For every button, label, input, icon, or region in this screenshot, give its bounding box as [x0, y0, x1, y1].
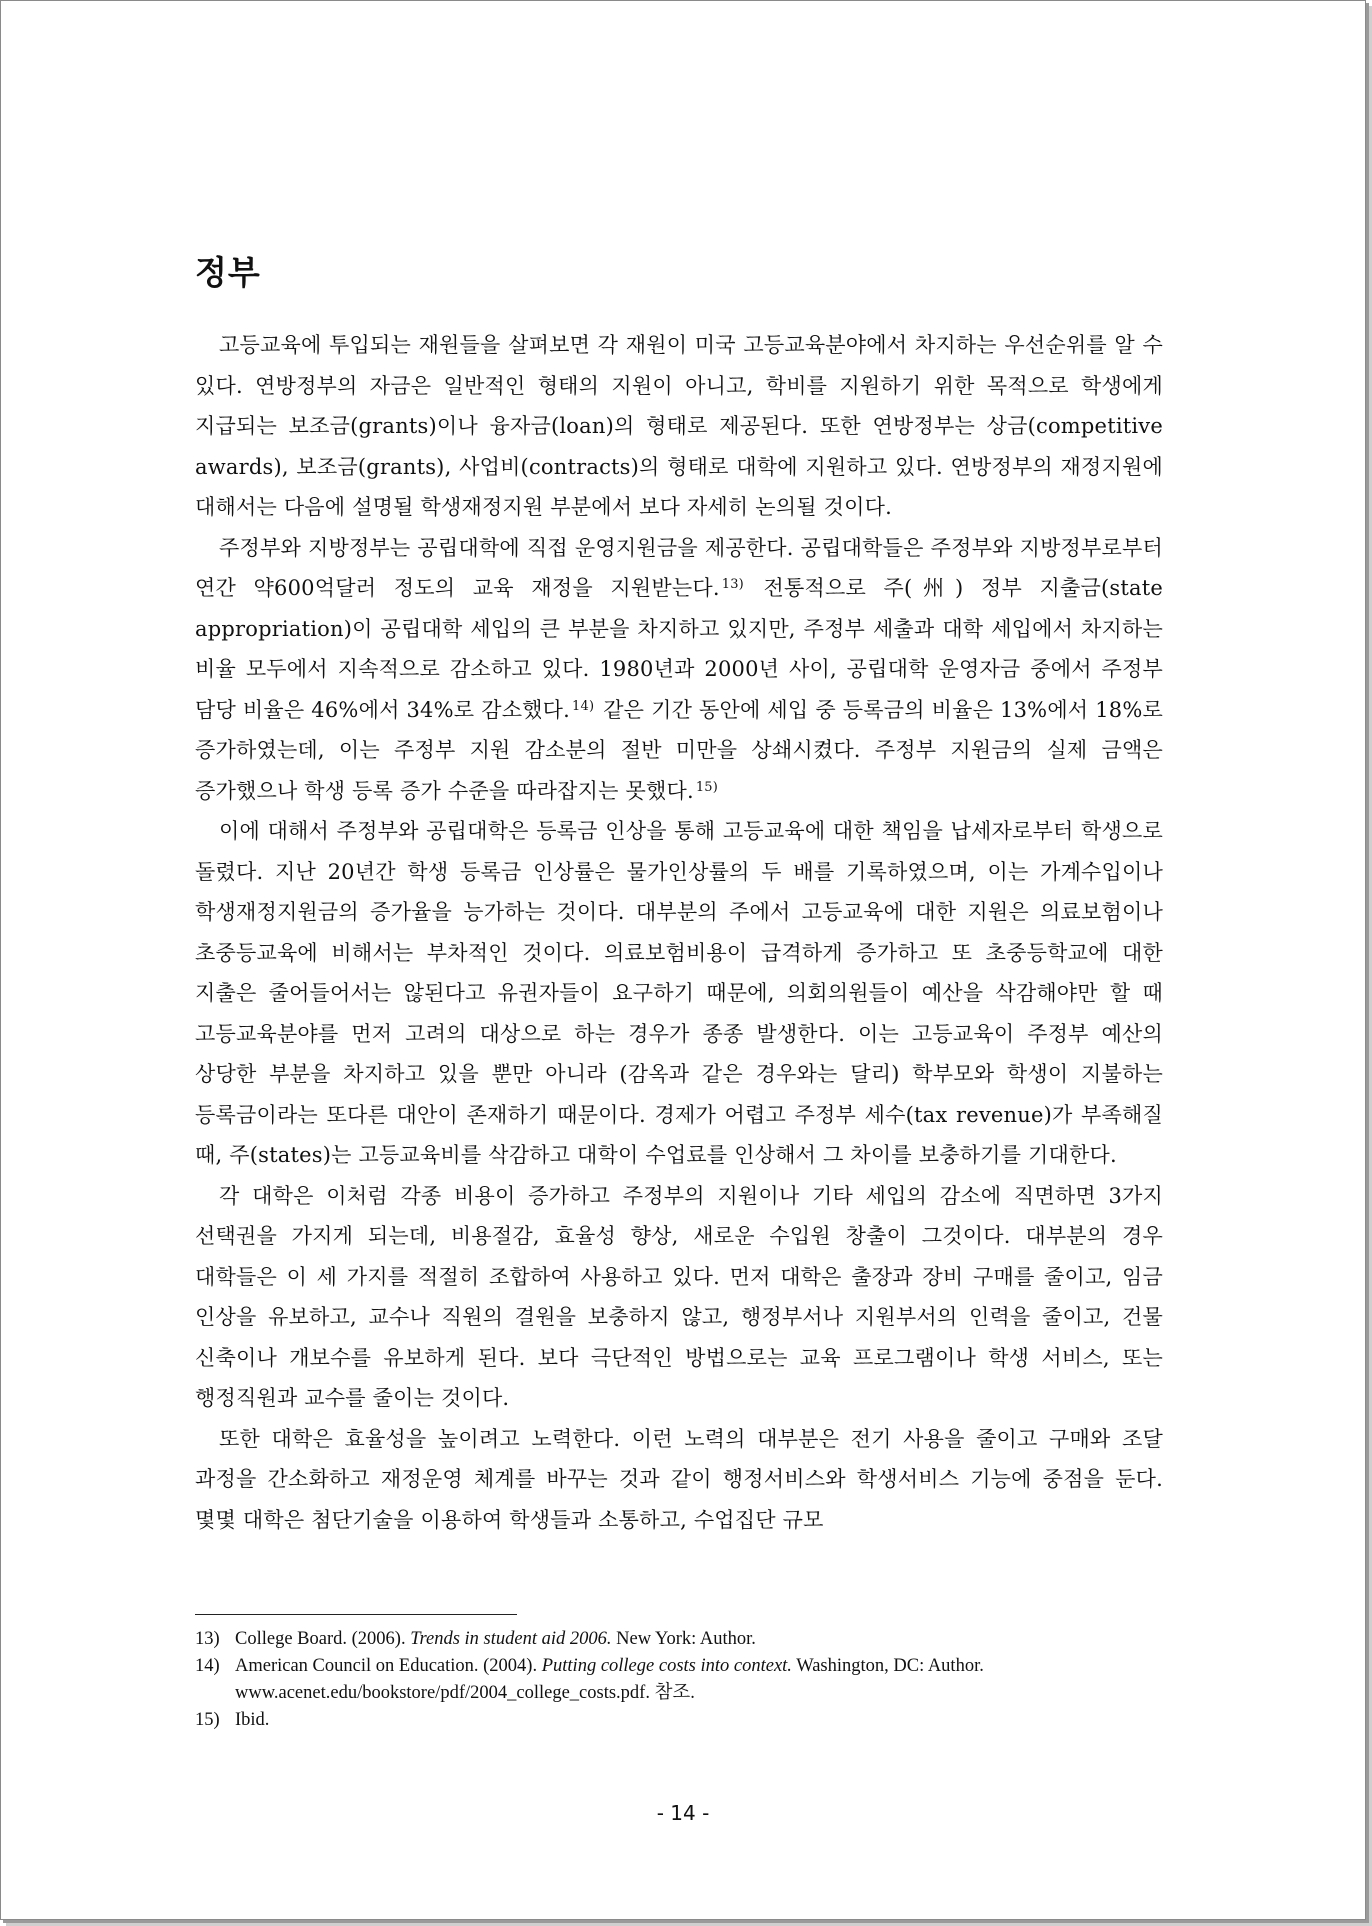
page-number: - 14 -: [656, 1801, 710, 1825]
paragraph-5: [195, 1419, 1163, 1541]
footnote-ref-14[interactable]: 14): [572, 698, 595, 714]
footnote-citation: College Board. (2006).: [235, 1629, 411, 1649]
footnote-publisher: New York: Author.: [611, 1629, 756, 1649]
body-text: [195, 325, 1163, 1540]
paragraph-4: [195, 1176, 1163, 1419]
footnote-13: [195, 1626, 1163, 1653]
paragraph-text: 주정부와 지방정부는 공립대학에 직접 운영지원금을 제공한다. 공립대학들은 주정부와 지방정부로부터 연간 약600억달러 정도의 교육 재정을 지원받는다.: [195, 535, 1163, 600]
footnote-citation: Ibid.: [235, 1710, 270, 1730]
paragraph-text: 전통적으로 주(州) 정부 지출금(state appropriation)이 공립대학 세입의 큰 부분을 차지하고 있지만, 주정부 세출과 대학 세입에서 차지하는 비율 모두에서 지속적으로 감소하고 있다. 1980년과 2000년 사이, 공립대학 운영자금 중에서 주정부 담당 비율은 46%에서 34%로 감소했다.: [195, 576, 1164, 722]
footnote-text: [235, 1626, 1163, 1653]
footnote-title: Putting college costs into context.: [541, 1656, 792, 1676]
footnote-number: 13): [195, 1629, 220, 1649]
footnote-text: [235, 1707, 1163, 1734]
footnote-15: [195, 1707, 1163, 1734]
footnote-number: 15): [195, 1710, 220, 1730]
paragraph-text: 이에 대해서 주정부와 공립대학은 등록금 인상을 통해 고등교육에 대한 책임을 납세자로부터 학생으로 돌렸다. 지난 20년간 학생 등록금 인상률은 물가인상률의 두 배를 기록하였으며, 이는 가계수입이나 학생재정지원금의 증가율을 능가하는 것이다. 대부분의 주에서 고등교육에 대한 지원은 의료보험이나 초중등교육에 비해서는 부차적인 것이다. 의료보험비용이 급격하게 증가하고 또 초중등학교에 대한 지출은 줄어들어서는 않된다고 유권자들이 요구하기 때문에, 의회의원들이 예산을 삭감해야만 할 때 고등교육분야를 먼저 고려의 대상으로 하는 경우가 종종 발생한다. 이는 고등교육이 주정부 예산의 상당한 부분을 차지하고 있을 뿐만 아니라 (감옥과 같은 경우와는 달리) 학부모와 학생이 지불하는 등록금이라는 또다른 대안이 존재하기 때문이다. 경제가 어렵고 주정부 세수(tax revenue)가 부족해질 때, 주(states)는 고등교육비를 삭감하고 대학이 수업료를 인상해서 그 차이를 보충하기를 기대한다.: [195, 819, 1163, 1167]
paragraph-text: 또한 대학은 효율성을 높이려고 노력한다. 이런 노력의 대부분은 전기 사용을 줄이고 구매와 조달 과정을 간소화하고 재정운영 체계를 바꾸는 것과 같이 행정서비스와 학생서비스 기능에 중점을 둔다. 몇몇 대학은 첨단기술을 이용하여 학생들과 소통하고, 수업집단 규모: [195, 1426, 1163, 1532]
paragraph-1: [195, 325, 1163, 528]
paragraph-2: [195, 528, 1163, 812]
footnote-publisher: Washington, DC: Author. www.acenet.edu/bookstore/pdf/2004_college_costs.pdf. 참조.: [235, 1656, 984, 1703]
footnote-ref-13[interactable]: 13): [721, 577, 744, 592]
footnote-number: 14): [195, 1656, 220, 1676]
footnote-title: Trends in student aid 2006.: [410, 1629, 612, 1649]
paragraph-text: 같은 기간 동안에 세입 중 등록금의 비율은 13%에서 18%로 증가하였는데, 이는 주정부 지원 감소분의 절반 미만을 상쇄시켰다. 주정부 지원금의 실제 금액은 증가했으나 학생 등록 증가 수준을 따라잡지는 못했다.: [195, 697, 1163, 803]
paragraph-3: [195, 811, 1163, 1176]
footnote-text: [235, 1653, 1163, 1707]
footnote-divider: [195, 1614, 517, 1615]
footnote-14: [195, 1653, 1163, 1707]
footnote-ref-15[interactable]: 15): [695, 779, 719, 795]
footnote-citation: American Council on Education. (2004).: [235, 1656, 542, 1676]
section-heading: 정부: [195, 253, 261, 292]
footnotes: [195, 1626, 1163, 1734]
paragraph-text: 고등교육에 투입되는 재원들을 살펴보면 각 재원이 미국 고등교육분야에서 차지하는 우선순위를 알 수 있다. 연방정부의 자금은 일반적인 형태의 지원이 아니고, 학비를 지원하기 위한 목적으로 학생에게 지급되는 보조금(grants)이나 융자금(loan)의 형태로 제공된다. 또한 연방정부는 상금(competitive awards), 보조금(grants), 사업비(contracts)의 형태로 대학에 지원하고 있다. 연방정부의 재정지원에 대해서는 다음에 설명될 학생재정지원 부분에서 보다 자세히 논의될 것이다.: [195, 333, 1163, 519]
paragraph-text: 각 대학은 이처럼 각종 비용이 증가하고 주정부의 지원이나 기타 세입의 감소에 직면하면 3가지 선택권을 가지게 되는데, 비용절감, 효율성 향상, 새로운 수입원 창출이 그것이다. 대부분의 경우 대학들은 이 세 가지를 적절히 조합하여 사용하고 있다. 먼저 대학은 출장과 장비 구매를 줄이고, 임금 인상을 유보하고, 교수나 직원의 결원을 보충하지 않고, 행정부서나 지원부서의 인력을 줄이고, 건물 신축이나 개보수를 유보하게 된다. 보다 극단적인 방법으로는 교육 프로그램이나 학생 서비스, 또는 행정직원과 교수를 줄이는 것이다.: [195, 1183, 1163, 1410]
